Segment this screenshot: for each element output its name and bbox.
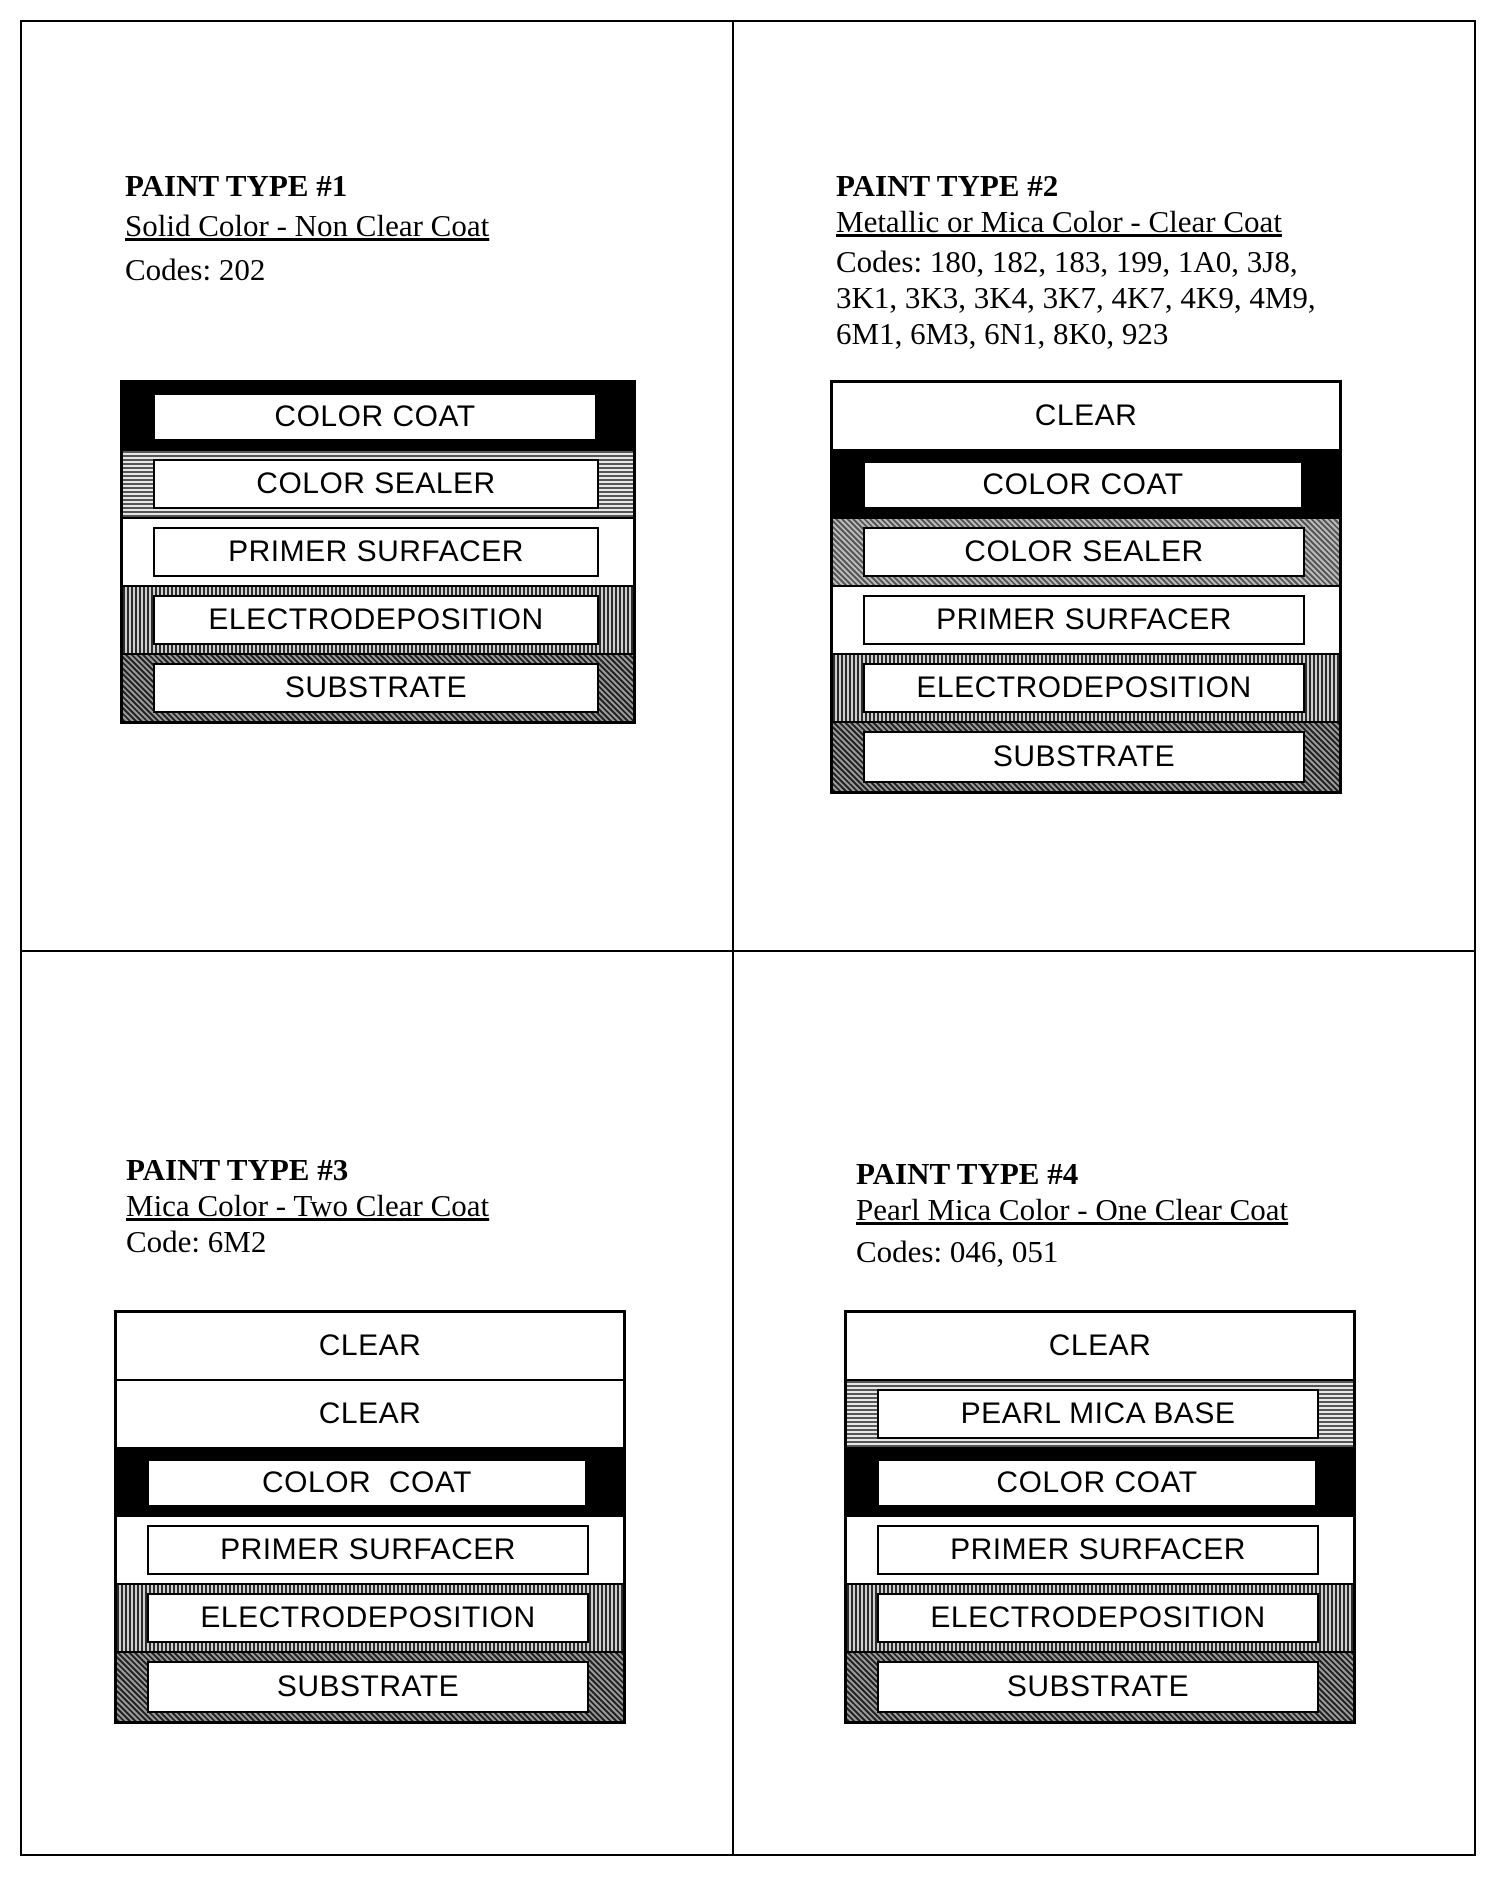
layer-electrodeposition	[833, 655, 1339, 723]
layer-label: SUBSTRATE	[153, 663, 599, 713]
layer-label: ELECTRODEPOSITION	[147, 1593, 589, 1643]
panel-1-codes: Codes: 202	[125, 252, 266, 287]
layer-electrodeposition	[117, 1585, 623, 1653]
paint-types-sheet	[20, 20, 1476, 1856]
panel-3-info	[126, 1152, 489, 1260]
panel-2-info	[836, 168, 1316, 352]
layer-pearl-mica-base	[847, 1381, 1353, 1449]
panel-2-layer-stack	[830, 380, 1342, 794]
layer-label: SUBSTRATE	[147, 1661, 589, 1713]
layer-color-coat	[847, 1449, 1353, 1517]
layer-label: PRIMER SURFACER	[147, 1525, 589, 1575]
layer-label: ELECTRODEPOSITION	[877, 1593, 1319, 1643]
layer-label: COLOR SEALER	[863, 527, 1305, 577]
layer-substrate	[833, 723, 1339, 791]
layer-label: SUBSTRATE	[863, 731, 1305, 783]
panel-1-layer-stack	[120, 380, 636, 724]
layer-label: CLEAR	[847, 1321, 1353, 1371]
layer-label: CLEAR	[117, 1389, 623, 1439]
layer-electrodeposition	[123, 587, 633, 655]
panel-paint-type-3	[22, 952, 734, 1854]
layer-substrate	[123, 655, 633, 721]
layer-label: PRIMER SURFACER	[863, 595, 1305, 645]
panel-paint-type-2	[734, 22, 1474, 952]
panel-4-layer-stack	[844, 1310, 1356, 1724]
layer-primer-surfacer	[833, 587, 1339, 655]
layer-primer-surfacer	[117, 1517, 623, 1585]
panel-2-codes: Codes: 180, 182, 183, 199, 1A0, 3J8, 3K1, 3K3, 3K4, 3K7, 4K7, 4K9, 4M9, 6M1, 6M3, 6N1, 8K0, 923	[836, 244, 1316, 351]
layer-color-sealer	[123, 451, 633, 519]
panel-2-title: PAINT TYPE #2	[836, 168, 1059, 203]
layer-color-coat	[117, 1449, 623, 1517]
layer-primer-surfacer	[847, 1517, 1353, 1585]
layer-label: COLOR COAT	[147, 1459, 587, 1507]
layer-label: COLOR COAT	[877, 1459, 1317, 1507]
layer-substrate	[847, 1653, 1353, 1721]
layer-clear	[833, 383, 1339, 451]
panel-4-title: PAINT TYPE #4	[856, 1156, 1079, 1191]
layer-clear	[117, 1381, 623, 1449]
layer-label: COLOR COAT	[153, 393, 597, 441]
panel-4-subtitle: Pearl Mica Color - One Clear Coat	[856, 1192, 1289, 1227]
panel-3-layer-stack	[114, 1310, 626, 1724]
layer-clear	[847, 1313, 1353, 1381]
panel-1-subtitle: Solid Color - Non Clear Coat	[125, 208, 490, 243]
layer-label: CLEAR	[833, 391, 1339, 441]
layer-label: PEARL MICA BASE	[877, 1389, 1319, 1439]
panel-4-info	[856, 1156, 1288, 1270]
panel-4-codes: Codes: 046, 051	[856, 1234, 1059, 1269]
layer-color-coat	[123, 383, 633, 451]
layer-label: CLEAR	[117, 1321, 623, 1371]
panel-3-title: PAINT TYPE #3	[126, 1152, 349, 1187]
layer-label: ELECTRODEPOSITION	[153, 595, 599, 645]
layer-electrodeposition	[847, 1585, 1353, 1653]
layer-label: COLOR SEALER	[153, 459, 599, 509]
layer-primer-surfacer	[123, 519, 633, 587]
layer-clear	[117, 1313, 623, 1381]
panel-paint-type-4	[734, 952, 1474, 1854]
panel-3-subtitle: Mica Color - Two Clear Coat	[126, 1188, 490, 1223]
layer-color-sealer	[833, 519, 1339, 587]
layer-label: PRIMER SURFACER	[877, 1525, 1319, 1575]
panel-2-subtitle: Metallic or Mica Color - Clear Coat	[836, 204, 1282, 239]
layer-color-coat	[833, 451, 1339, 519]
layer-substrate	[117, 1653, 623, 1721]
panel-3-codes: Code: 6M2	[126, 1224, 267, 1259]
layer-label: ELECTRODEPOSITION	[863, 663, 1305, 713]
layer-label: PRIMER SURFACER	[153, 527, 599, 577]
panel-1-title: PAINT TYPE #1	[125, 168, 348, 203]
panel-1-info	[125, 168, 489, 288]
layer-label: COLOR COAT	[863, 461, 1303, 509]
panel-paint-type-1	[22, 22, 734, 952]
layer-label: SUBSTRATE	[877, 1661, 1319, 1713]
